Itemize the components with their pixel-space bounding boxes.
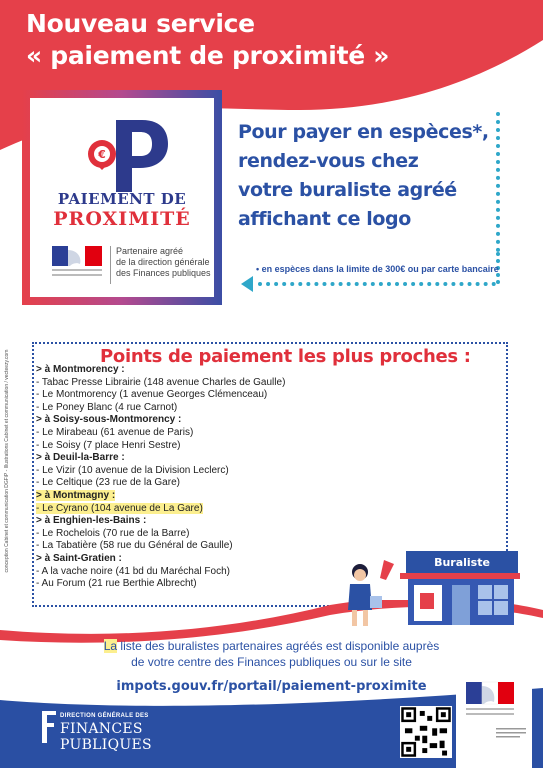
arrow-left-icon <box>241 276 253 292</box>
list-item-highlighted: - Le Cyrano (104 avenue de La Gare) <box>36 502 203 514</box>
credits-vertical: conception Cabinet et communication DGFiP - Illustrations Cabinet et communication / vecteezy.com <box>4 349 10 573</box>
shop-sign: Buraliste <box>434 556 490 569</box>
pay-cash-message: Pour payer en espèces*, rendez-vous chez votre buraliste agréé affichant ce logo <box>238 121 489 230</box>
logo-text-proximite: PROXIMITÉ <box>53 208 191 230</box>
list-item: - La Tabatière (58 rue du Général de Gaulle) <box>36 540 233 552</box>
logo-inner <box>30 98 214 297</box>
title-line-2: « paiement de proximité » <box>26 41 390 70</box>
town-heading-highlighted: > à Montmagny : <box>36 489 116 501</box>
list-item: - Tabac Presse Librairie (148 avenue Charles de Gaulle) <box>36 376 286 388</box>
website-link[interactable]: impots.gouv.fr/portail/paiement-proximite <box>116 679 427 694</box>
list-item: - Au Forum (21 rue Berthie Albrecht) <box>36 578 197 590</box>
town-heading: > à Enghien-les-Bains : <box>36 515 147 527</box>
list-item: - Le Montmorency (1 avenue Georges Clémenceau) <box>36 389 268 401</box>
qr-code[interactable] <box>400 706 452 758</box>
list-item: - Le Poney Blanc (4 rue Carnot) <box>36 401 178 413</box>
town-heading: > à Soisy-sous-Montmorency : <box>36 414 182 426</box>
list-item: - Le Celtique (23 rue de la Gare) <box>36 477 180 489</box>
cash-limit-note: • en espèces dans la limite de 300€ ou par carte bancaire <box>256 264 499 274</box>
partner-text: Partenaire agréé de la direction générale des Finances publiques <box>116 246 211 278</box>
customer-illustration <box>340 560 400 630</box>
svg-text:€: € <box>98 148 106 161</box>
points-list <box>36 364 396 591</box>
title-line-1: Nouveau service <box>26 9 255 38</box>
logo-text-paiement: PAIEMENT DE <box>57 190 187 208</box>
marianne-logo <box>52 246 102 280</box>
logo-separator <box>110 246 111 284</box>
paiement-proximite-logo <box>22 90 222 305</box>
town-heading: > à Deuil-la-Barre : <box>36 452 125 464</box>
list-item: - A la vache noire (41 bd du Maréchal Foch) <box>36 565 230 577</box>
dotted-border <box>496 112 500 252</box>
dotted-arrow-line <box>258 282 496 286</box>
page-title <box>26 8 389 72</box>
info-text: La liste des buralistes partenaires agréés est disponible auprès de votre centre des Finances publiques ou sur le site <box>103 639 440 669</box>
list-item: - Le Soisy (7 place Henri Sestre) <box>36 439 181 451</box>
dgfip-f-icon <box>38 709 58 745</box>
town-heading: > à Montmorency : <box>36 364 125 375</box>
ministere-logo <box>456 674 532 768</box>
points-title: Points de paiement les plus proches : <box>100 346 471 367</box>
town-heading: > à Saint-Gratien : <box>36 552 122 564</box>
list-item: - Le Mirabeau (61 avenue de Paris) <box>36 426 194 438</box>
dgfip-logo: DIRECTION GÉNÉRALE DES FINANCES PUBLIQUES <box>38 709 238 749</box>
list-item: - Le Rochelois (70 rue de la Barre) <box>36 527 190 539</box>
tobacco-shop-illustration <box>400 545 520 625</box>
list-item: - Le Vizir (10 avenue de la Division Leclerc) <box>36 464 229 476</box>
